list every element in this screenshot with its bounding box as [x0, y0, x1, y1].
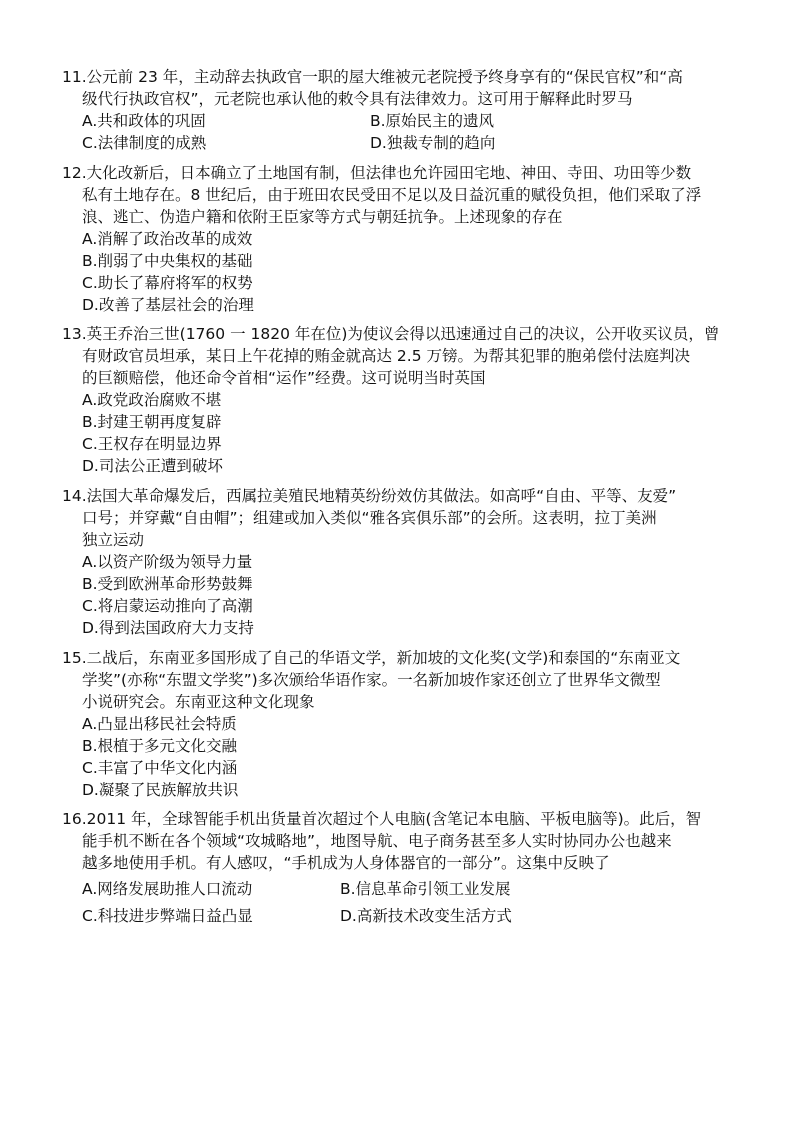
option-c: C.助长了幕府将军的权势: [82, 274, 253, 292]
options-row: [62, 132, 702, 154]
option-d: D.改善了基层社会的治理: [82, 296, 254, 314]
question-stem-line: 的巨额赔偿，他还命令首相“运作”经费。这可说明当时英国: [82, 369, 486, 387]
question-stem-line: 16.2011 年，全球智能手机出货量首次超过个人电脑(含笔记本电脑、平板电脑等)。此后，智: [62, 810, 702, 828]
option-c: C.王权存在明显边界: [82, 435, 222, 453]
option-b: B.原始民主的遗风: [370, 112, 495, 130]
option-a: A.政党政治腐败不堪: [82, 391, 222, 409]
option-d: D.司法公正遭到破坏: [82, 457, 223, 475]
option-d: D.得到法国政府大力支持: [82, 619, 254, 637]
question-11: [62, 66, 702, 154]
question-stem-line: 13.英王乔治三世(1760 一 1820 年在位)为使议会得以迅速通过自己的决议，公开收买议员，曾: [62, 325, 720, 343]
option-a: A.共和政体的巩固: [82, 112, 206, 130]
option-c: C.丰富了中华文化内涵: [82, 759, 238, 777]
option-b: B.根植于多元文化交融: [82, 737, 238, 755]
question-stem-line: 口号；并穿戴“自由帽”；组建或加入类似“雅各宾俱乐部”的会所。这表明，拉丁美洲: [82, 509, 657, 527]
question-15: [62, 647, 702, 801]
options-row: [62, 110, 702, 132]
question-stem-line: 有财政官员坦承，某日上午花掉的贿金就高达 2.5 万镑。为帮其犯罪的胞弟偿付法庭判决: [82, 347, 691, 365]
options-row: [62, 878, 702, 900]
options-row: [62, 905, 702, 927]
option-a: A.消解了政治改革的成效: [82, 230, 253, 248]
question-stem-line: 越多地使用手机。有人感叹，“手机成为人身体器官的一部分”。这集中反映了: [82, 854, 610, 872]
option-b: B.削弱了中央集权的基础: [82, 252, 253, 270]
question-stem-line: 小说研究会。东南亚这种文化现象: [82, 693, 315, 711]
question-stem-line: 级代行执政官权”，元老院也承认他的敕令具有法律效力。这可用于解释此时罗马: [82, 90, 633, 108]
question-14: [62, 485, 702, 639]
option-a: A.网络发展助推人口流动: [82, 880, 253, 898]
question-stem-line: 11.公元前 23 年，主动辞去执政官一职的屋大维被元老院授予终身享有的“保民官权”和“高: [62, 68, 683, 86]
option-b: B.封建王朝再度复辟: [82, 413, 222, 431]
option-c: C.科技进步弊端日益凸显: [82, 907, 253, 925]
option-d: D.高新技术改变生活方式: [340, 907, 512, 925]
option-c: C.将启蒙运动推向了高潮: [82, 597, 253, 615]
question-stem-line: 浪、逃亡、伪造户籍和依附王臣家等方式与朝廷抗争。上述现象的存在: [82, 208, 563, 226]
option-d: D.独裁专制的趋向: [370, 134, 496, 152]
question-stem-line: 能手机不断在各个领域“攻城略地”，地图导航、电子商务甚至多人实时协同办公也越来: [82, 832, 672, 850]
option-a: A.凸显出移民社会特质: [82, 715, 237, 733]
question-stem-line: 12.大化改新后，日本确立了土地国有制，但法律也允许园田宅地、神田、寺田、功田等少数: [62, 164, 692, 182]
option-b: B.信息革命引领工业发展: [340, 880, 511, 898]
question-13: [62, 323, 720, 477]
question-stem-line: 15.二战后，东南亚多国形成了自己的华语文学，新加坡的文化奖(文学)和泰国的“东南亚文: [62, 649, 681, 667]
question-stem-line: 私有土地存在。8 世纪后，由于班田农民受田不足以及日益沉重的赋役负担，他们采取了浮: [82, 186, 702, 204]
option-b: B.受到欧洲革命形势鼓舞: [82, 575, 253, 593]
option-c: C.法律制度的成熟: [82, 134, 207, 152]
question-12: [62, 162, 702, 316]
question-16: [62, 808, 702, 927]
question-stem-line: 14.法国大革命爆发后，西属拉美殖民地精英纷纷效仿其做法。如高呼“自由、平等、友爱”: [62, 487, 677, 505]
question-stem-line: 独立运动: [82, 531, 145, 549]
option-a: A.以资产阶级为领导力量: [82, 553, 253, 571]
question-stem-line: 学奖”(亦称“东盟文学奖”)多次颁给华语作家。一名新加坡作家还创立了世界华文微型: [82, 671, 661, 689]
option-d: D.凝聚了民族解放共识: [82, 781, 239, 799]
